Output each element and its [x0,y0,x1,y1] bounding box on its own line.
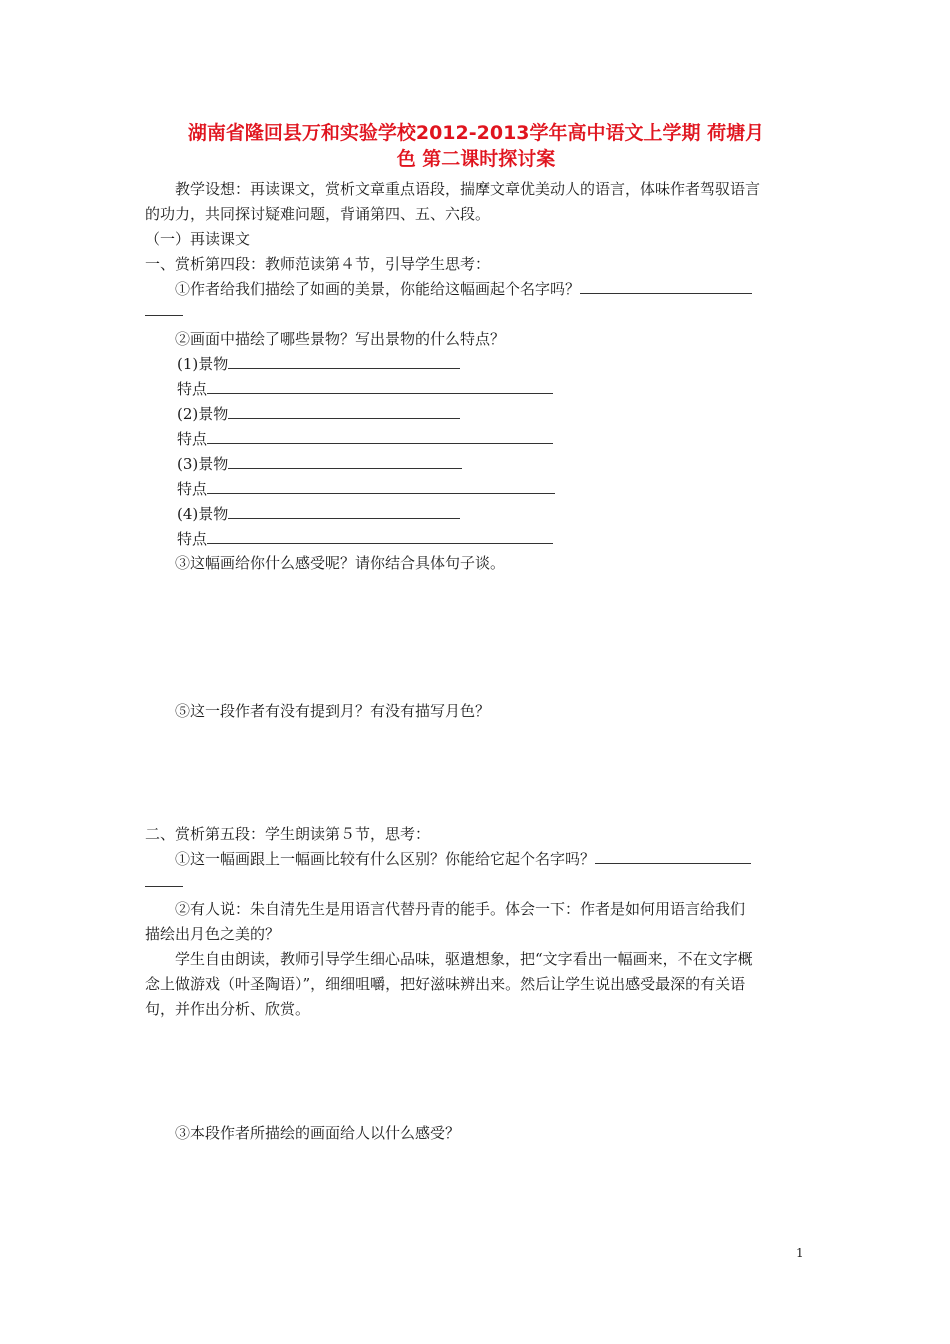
answer-blank[interactable] [145,301,183,316]
question-1-3: ③这幅画给你什么感受呢？请你结合具体句子谈。 [175,554,506,572]
scene-row-2 [177,404,460,424]
scene-label: (3)景物 [177,455,229,473]
scene-blank[interactable] [228,454,462,469]
question-1-1 [175,279,752,299]
answer-blank-continued[interactable] [145,872,183,892]
scene-label: (1)景物 [177,355,229,373]
scene-blank[interactable] [228,504,460,519]
question-text: ①这一幅画跟上一幅画比较有什么区别？你能给它起个名字吗？ [175,850,596,868]
trait-label: 特点 [177,530,208,548]
scene-blank[interactable] [228,404,460,419]
scene-row-1 [177,354,460,374]
part-one-heading: 一、赏析第四段：教师范读第４节，引导学生思考： [145,255,491,273]
paragraph-line-3: 句，并作出分析、欣赏。 [145,1000,311,1018]
question-2-3: ③本段作者所描绘的画面给人以什么感受？ [175,1124,461,1142]
section-heading: （一）再读课文 [145,230,251,248]
page-number: 1 [796,1246,804,1260]
scene-label: (4)景物 [177,505,229,523]
question-2-2-line-1: ②有人说：朱自清先生是用语言代替丹青的能手。体会一下：作者是如何用语言给我们 [175,900,746,918]
scene-row-3 [177,454,462,474]
trait-blank[interactable] [207,429,553,444]
question-1-5: ⑤这一段作者有没有提到月？有没有描写月色？ [175,702,491,720]
trait-blank[interactable] [207,529,553,544]
answer-blank[interactable] [580,279,752,294]
trait-row-4 [177,529,553,549]
trait-row-3 [177,479,555,499]
question-text: ①作者给我们描绘了如画的美景，你能给这幅画起个名字吗？ [175,280,581,298]
paragraph-line-1: 学生自由朗读，教师引导学生细心品味，驱遣想象，把“文字看出一幅画来，不在文字概 [175,950,753,968]
answer-blank[interactable] [145,872,183,887]
answer-blank[interactable] [595,849,751,864]
intro-line-2: 的功力，共同探讨疑难问题，背诵第四、五、六段。 [145,205,491,223]
trait-blank[interactable] [207,479,555,494]
question-2-1 [175,849,751,869]
question-1-2: ②画面中描绘了哪些景物？写出景物的什么特点？ [175,330,506,348]
question-2-2-line-2: 描绘出月色之美的？ [145,925,281,943]
trait-blank[interactable] [207,379,553,394]
trait-row-2 [177,429,553,449]
scene-row-4 [177,504,460,524]
document-title-line-1: 湖南省隆回县万和实验学校2012-2013学年高中语文上学期 荷塘月 [187,122,765,144]
answer-blank-continued[interactable] [145,301,183,321]
intro-line-1: 教学设想：再读课文，赏析文章重点语段，揣摩文章优美动人的语言，体味作者驾驭语言 [175,180,761,198]
trait-label: 特点 [177,480,208,498]
scene-blank[interactable] [228,354,460,369]
trait-row-1 [177,379,553,399]
trait-label: 特点 [177,380,208,398]
trait-label: 特点 [177,430,208,448]
scene-label: (2)景物 [177,405,229,423]
paragraph-line-2: 念上做游戏（叶圣陶语）”，细细咀嚼，把好滋味辨出来。然后让学生说出感受最深的有关语 [145,975,746,993]
document-title-line-2: 色 第二课时探讨案 [396,148,556,170]
part-two-heading: 二、赏析第五段：学生朗读第５节，思考： [145,825,431,843]
